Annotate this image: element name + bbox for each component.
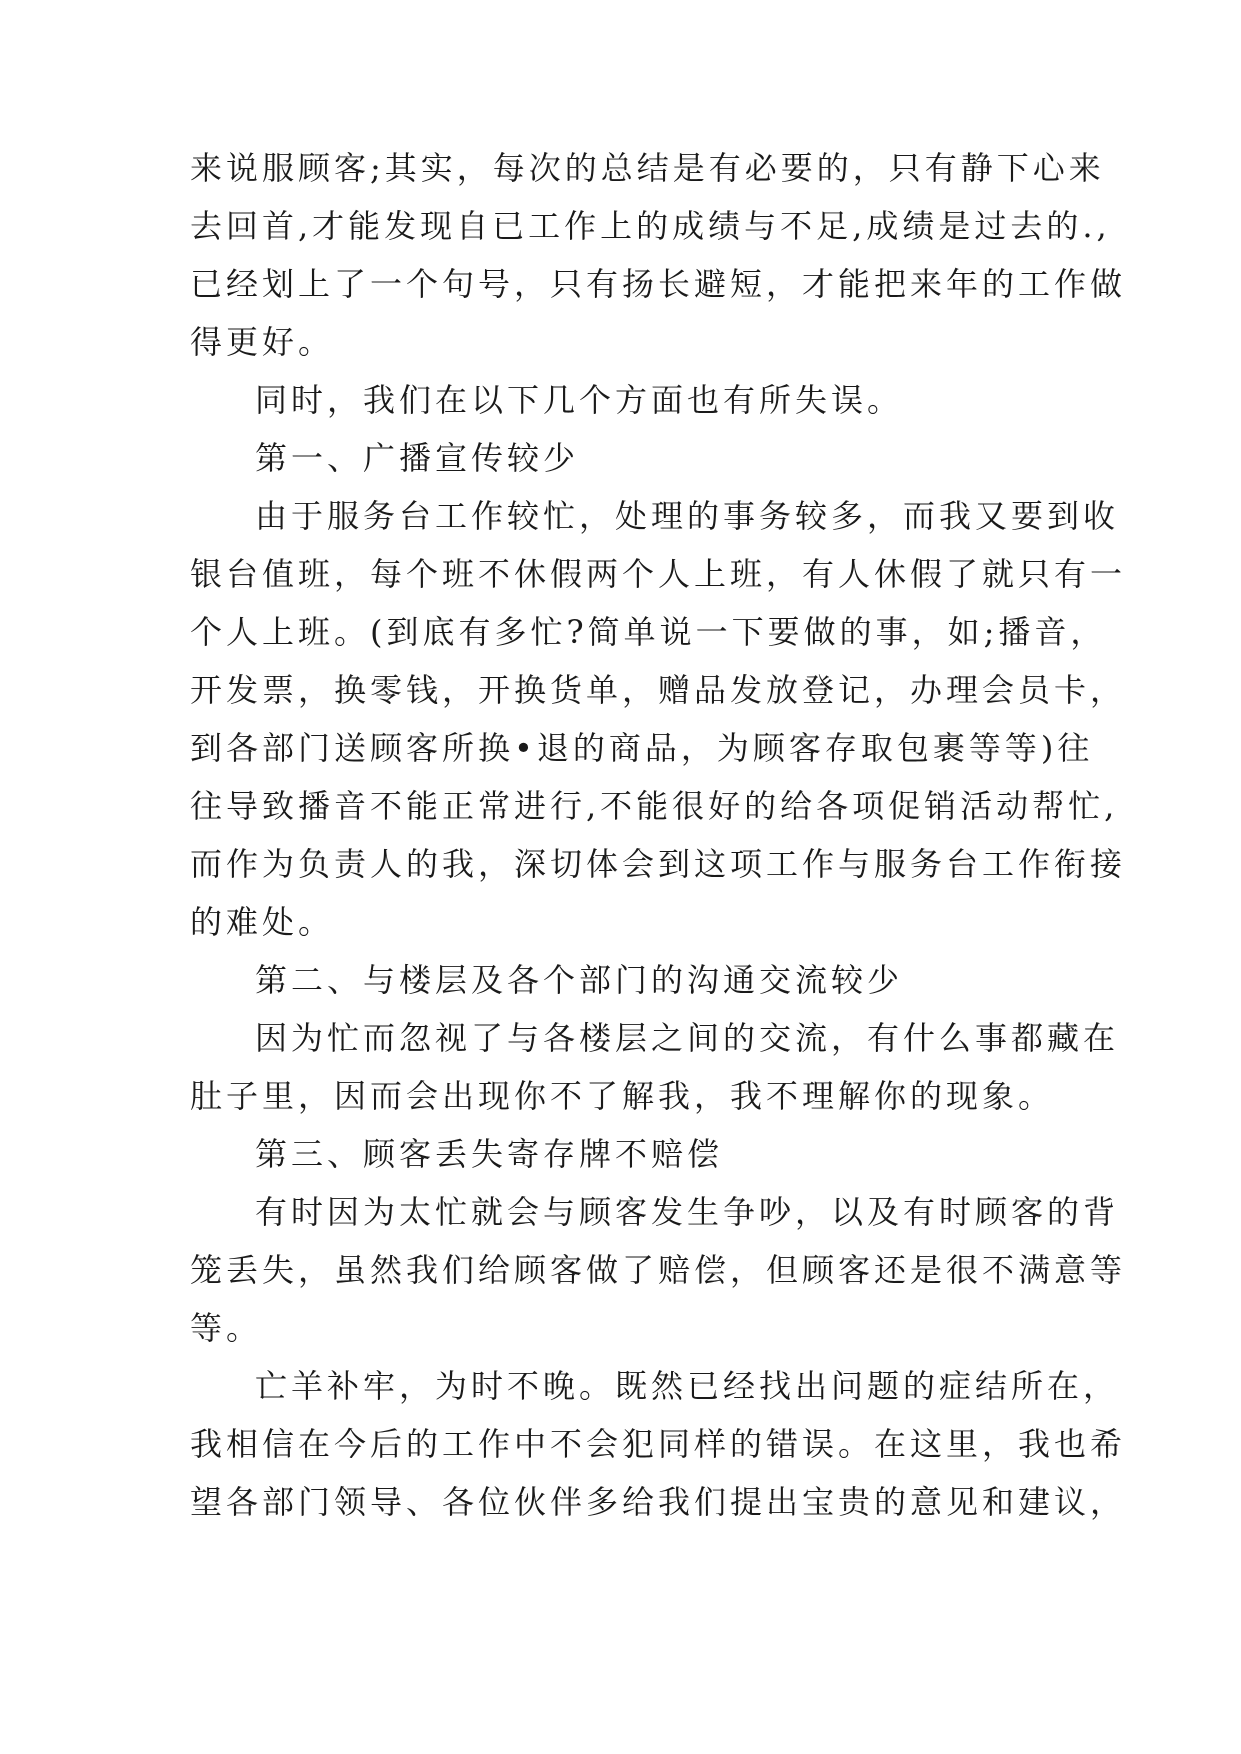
section-heading: 第一、广播宣传较少	[255, 439, 580, 477]
text-line: 望各部门领导、各位伙伴多给我们提出宝贵的意见和建议，	[190, 1483, 1127, 1521]
text-line: 到各部门送顾客所换•退的商品，为顾客存取包裹等等)往	[190, 729, 1094, 767]
text-line: 等。	[190, 1309, 263, 1347]
text-line: 的难处。	[190, 903, 335, 941]
text-line: 而作为负责人的我，深切体会到这项工作与服务台工作衔接	[190, 845, 1127, 883]
text-line: 个人上班。(到底有多忙?简单说一下要做的事，如;播音，	[190, 613, 1107, 651]
text-line: 同时，我们在以下几个方面也有所失误。	[255, 381, 904, 419]
text-line: 开发票，换零钱，开换货单，赠品发放登记，办理会员卡，	[190, 671, 1127, 709]
text-line: 笼丢失，虽然我们给顾客做了赔偿，但顾客还是很不满意等	[190, 1251, 1127, 1289]
text-line: 亡羊补牢，为时不晚。既然已经找出问题的症结所在，	[255, 1367, 1120, 1405]
text-line: 往导致播音不能正常进行,不能很好的给各项促销活动帮忙,	[190, 787, 1119, 825]
text-line: 来说服顾客;其实，每次的总结是有必要的，只有静下心来	[190, 149, 1105, 187]
text-line: 去回首,才能发现自已工作上的成绩与不足,成绩是过去的.,	[190, 207, 1111, 245]
text-line: 我相信在今后的工作中不会犯同样的错误。在这里，我也希	[190, 1425, 1127, 1463]
text-line: 肚子里，因而会出现你不了解我，我不理解你的现象。	[190, 1077, 1055, 1115]
text-line: 已经划上了一个句号，只有扬长避短，才能把来年的工作做	[190, 265, 1127, 303]
text-line: 得更好。	[190, 323, 335, 361]
text-line: 银台值班，每个班不休假两个人上班，有人休假了就只有一	[190, 555, 1127, 593]
section-heading: 第三、顾客丢失寄存牌不赔偿	[255, 1135, 724, 1173]
text-line: 因为忙而忽视了与各楼层之间的交流，有什么事都藏在	[255, 1019, 1120, 1057]
text-line: 有时因为太忙就会与顾客发生争吵，以及有时顾客的背	[255, 1193, 1120, 1231]
section-heading: 第二、与楼层及各个部门的沟通交流较少	[255, 961, 904, 999]
text-line: 由于服务台工作较忙，处理的事务较多，而我又要到收	[255, 497, 1120, 535]
